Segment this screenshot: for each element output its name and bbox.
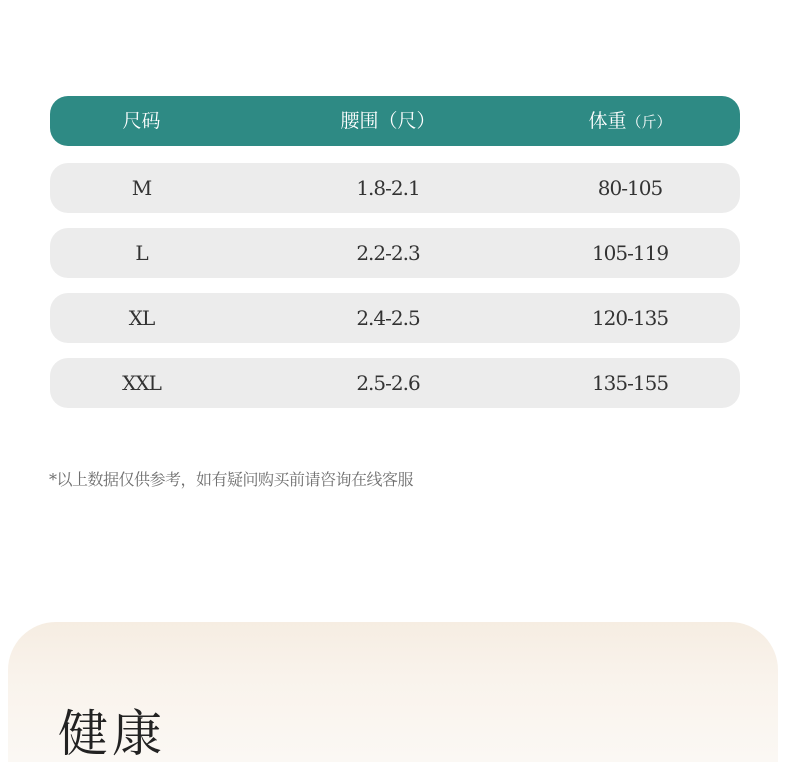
table-row [50,228,740,278]
size-cell: XL [128,306,155,330]
header-size: 尺码 [122,110,161,132]
waist-cell: 2.4-2.5 [356,306,420,330]
waist-cell: 2.2-2.3 [356,241,420,265]
weight-cell: 105-119 [591,241,669,265]
disclaimer-note: *以上数据仅供参考，如有疑问购买前请咨询在线客服 [49,470,414,489]
header-weight-label: 体重 [588,110,627,132]
waist-cell: 2.5-2.6 [356,371,420,395]
waist-cell: 1.8-2.1 [356,176,420,200]
size-cell: XXL [122,371,161,395]
weight-cell: 120-135 [591,306,669,330]
weight-cell: 80-105 [597,176,663,200]
header-weight [530,96,730,146]
size-table [50,96,740,408]
health-section-card [8,622,778,762]
table-row [50,293,740,343]
size-cell: L [135,241,148,265]
table-row [50,358,740,408]
section-title: 健康 [58,705,166,763]
table-row [50,163,740,213]
header-weight-unit: （斤） [626,113,672,131]
weight-cell: 135-155 [591,371,669,395]
table-header [50,96,740,146]
size-cell: M [131,176,152,200]
header-waist: 腰围（尺） [340,110,436,132]
